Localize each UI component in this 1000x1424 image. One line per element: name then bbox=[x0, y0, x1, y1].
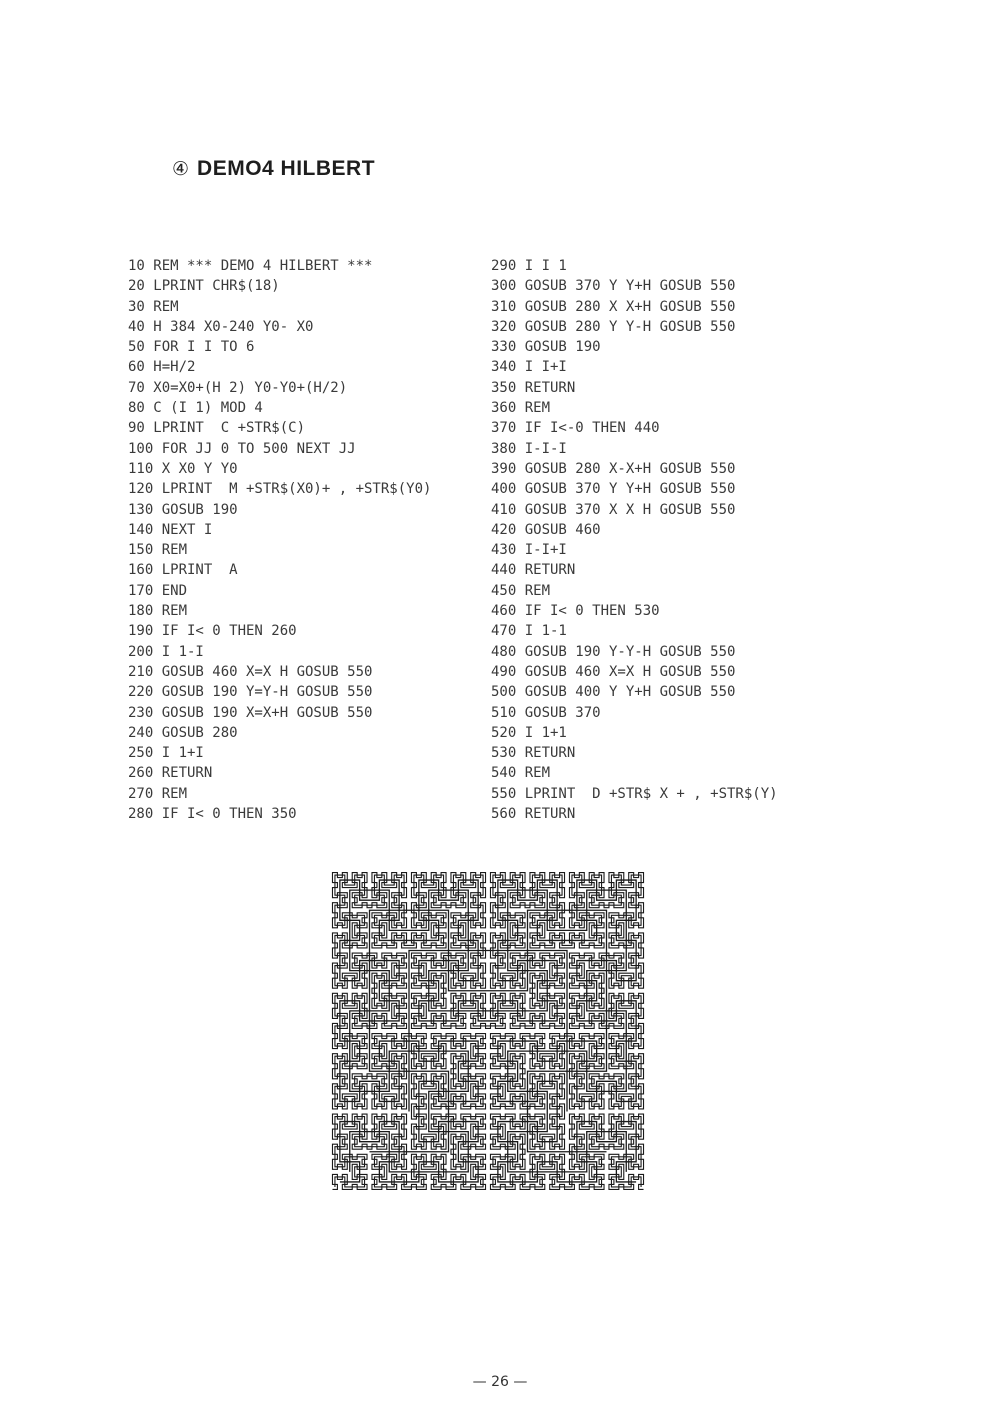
code-line: 480 GOSUB 190 Y-Y-H GOSUB 550 bbox=[491, 643, 736, 660]
code-line: 300 GOSUB 370 Y Y+H GOSUB 550 bbox=[491, 278, 736, 295]
code-line: 160 LPRINT A bbox=[128, 562, 238, 579]
code-line: 270 REM bbox=[128, 785, 188, 802]
hilbert-curve-figure bbox=[330, 870, 646, 1192]
code-line: 410 GOSUB 370 X X H GOSUB 550 bbox=[491, 501, 736, 518]
code-line: 530 RETURN bbox=[491, 745, 576, 762]
code-line: 340 I I+I bbox=[491, 359, 567, 376]
code-line: 420 GOSUB 460 bbox=[491, 521, 601, 538]
code-line: 40 H 384 X0-240 Y0- X0 bbox=[128, 318, 314, 335]
code-line: 60 H=H/2 bbox=[128, 359, 196, 376]
code-line: 490 GOSUB 460 X=X H GOSUB 550 bbox=[491, 663, 736, 680]
code-line: 140 NEXT I bbox=[128, 521, 213, 538]
code-line: 180 REM bbox=[128, 603, 188, 620]
code-line: 110 X X0 Y Y0 bbox=[128, 460, 238, 477]
code-line: 80 C (I 1) MOD 4 bbox=[128, 400, 263, 417]
code-line: 30 REM bbox=[128, 298, 179, 315]
hilbert-curve-svg bbox=[330, 870, 646, 1192]
code-listing-right bbox=[491, 256, 778, 824]
code-line: 550 LPRINT D +STR$ X + , +STR$(Y) bbox=[491, 785, 778, 802]
code-line: 20 LPRINT CHR$(18) bbox=[128, 278, 280, 295]
code-line: 230 GOSUB 190 X=X+H GOSUB 550 bbox=[128, 704, 373, 721]
code-line: 50 FOR I I TO 6 bbox=[128, 339, 255, 356]
code-line: 390 GOSUB 280 X-X+H GOSUB 550 bbox=[491, 460, 736, 477]
code-line: 500 GOSUB 400 Y Y+H GOSUB 550 bbox=[491, 684, 736, 701]
code-line: 250 I 1+I bbox=[128, 745, 204, 762]
code-line: 400 GOSUB 370 Y Y+H GOSUB 550 bbox=[491, 481, 736, 498]
code-line: 130 GOSUB 190 bbox=[128, 501, 238, 518]
hilbert-order-2 bbox=[370, 910, 607, 1152]
code-line: 220 GOSUB 190 Y=Y-H GOSUB 550 bbox=[128, 684, 373, 701]
code-line: 460 IF I< 0 THEN 530 bbox=[491, 603, 660, 620]
code-line: 520 I 1+1 bbox=[491, 724, 567, 741]
code-line: 90 LPRINT C +STR$(C) bbox=[128, 420, 306, 437]
code-line: 200 I 1-I bbox=[128, 643, 204, 660]
section-heading bbox=[172, 157, 375, 181]
code-line: 280 IF I< 0 THEN 350 bbox=[128, 806, 297, 823]
code-line: 560 RETURN bbox=[491, 806, 576, 823]
code-line: 310 GOSUB 280 X X+H GOSUB 550 bbox=[491, 298, 736, 315]
code-line: 360 REM bbox=[491, 400, 551, 417]
code-line: 320 GOSUB 280 Y Y-H GOSUB 550 bbox=[491, 318, 736, 335]
code-line: 10 REM *** DEMO 4 HILBERT *** bbox=[128, 258, 373, 274]
code-line: 510 GOSUB 370 bbox=[491, 704, 601, 721]
code-line: 240 GOSUB 280 bbox=[128, 724, 238, 741]
code-line: 150 REM bbox=[128, 542, 188, 559]
section-title: DEMO4 HILBERT bbox=[197, 157, 376, 180]
code-line: 440 RETURN bbox=[491, 562, 576, 579]
code-line: 120 LPRINT M +STR$(X0)+ , +STR$(Y0) bbox=[128, 481, 432, 498]
code-line: 290 I I 1 bbox=[491, 258, 567, 274]
hilbert-order-1 bbox=[409, 951, 567, 1112]
code-line: 380 I-I-I bbox=[491, 440, 567, 457]
code-listing-left bbox=[128, 256, 431, 824]
hilbert-order-5 bbox=[335, 875, 641, 1187]
code-line: 330 GOSUB 190 bbox=[491, 339, 601, 356]
code-line: 100 FOR JJ 0 TO 500 NEXT JJ bbox=[128, 440, 356, 457]
page-number: — 26 — bbox=[472, 1374, 528, 1390]
code-line: 190 IF I< 0 THEN 260 bbox=[128, 623, 297, 640]
section-number: ④ bbox=[172, 157, 190, 180]
code-line: 170 END bbox=[128, 582, 188, 599]
code-line: 370 IF I<-0 THEN 440 bbox=[491, 420, 660, 437]
code-line: 260 RETURN bbox=[128, 765, 213, 782]
code-line: 70 X0=X0+(H 2) Y0-Y0+(H/2) bbox=[128, 379, 348, 396]
code-line: 450 REM bbox=[491, 582, 551, 599]
code-line: 350 RETURN bbox=[491, 379, 576, 396]
code-line: 470 I 1-1 bbox=[491, 623, 567, 640]
code-line: 210 GOSUB 460 X=X H GOSUB 550 bbox=[128, 663, 373, 680]
code-line: 430 I-I+I bbox=[491, 542, 567, 559]
code-line: 540 REM bbox=[491, 765, 551, 782]
